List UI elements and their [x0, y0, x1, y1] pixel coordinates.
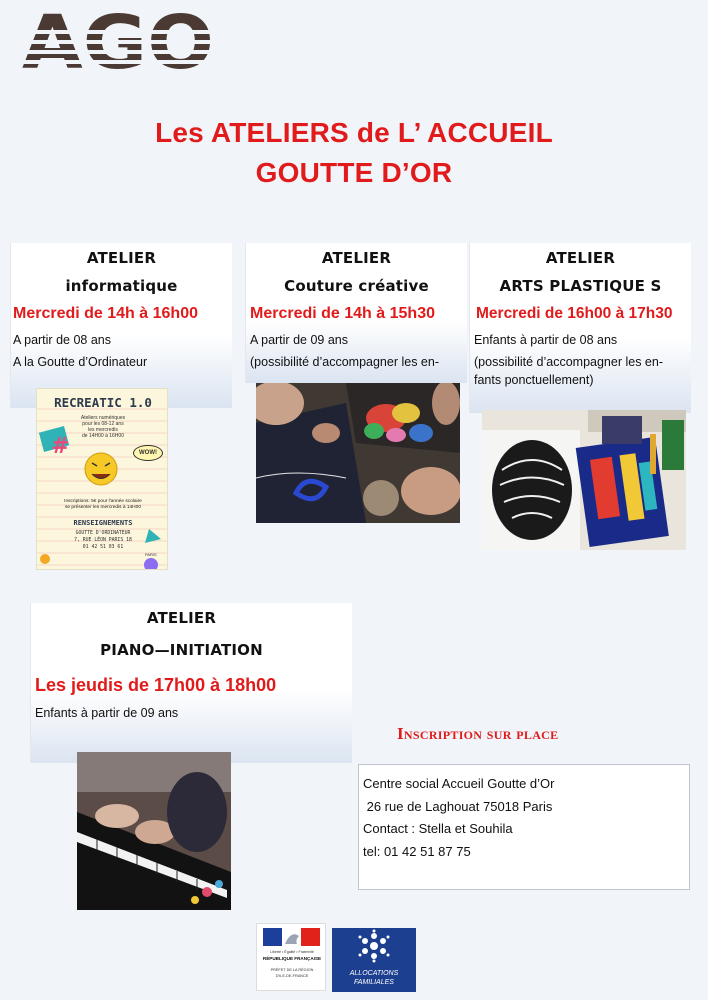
atelier-card-couture	[245, 243, 467, 383]
atelier-heading: ATELIER	[545, 249, 616, 267]
prefecture-logo	[256, 923, 326, 991]
contact-address: 26 rue de Laghouat 75018 Paris	[363, 798, 553, 814]
atelier-subheading: Couture créative	[284, 277, 429, 295]
atelier-heading: ATELIER	[86, 249, 157, 267]
atelier-card-arts-plastiques	[469, 243, 691, 413]
ago-logo	[22, 10, 214, 72]
caf-snowflake-icon	[332, 928, 416, 968]
poster-wow-bubble: WOW!	[133, 445, 163, 461]
contact-box	[358, 764, 690, 890]
poster-desc-2: pour les 08-12 ans	[82, 421, 124, 427]
atelier-schedule: Mercredi de 14h à 16h00	[13, 305, 198, 322]
poster-inscriptions-1: Inscriptions: 5€ pour l'année scolaire	[64, 499, 142, 504]
atelier-subheading: PIANO—INITIATION	[100, 641, 263, 659]
page-title-line2: GOUTTE D’OR	[255, 157, 453, 188]
atelier-note-cont: fants ponctuellement)	[474, 373, 594, 387]
contact-centre: Centre social Accueil Goutte d’Or	[363, 776, 555, 791]
atelier-subheading: ARTS PLASTIQUE S	[499, 277, 662, 295]
svg-text:#: #	[51, 434, 70, 459]
caf-logo	[332, 928, 416, 992]
poster-inscriptions-2: se présenter les mercredis à 14H00	[65, 505, 141, 510]
marianne-prefet: PRÉFET DE LA RÉGION	[270, 968, 314, 972]
atelier-subheading: informatique	[65, 277, 178, 295]
marianne-motto: Liberté • Égalité • Fraternité	[270, 950, 314, 954]
arts-plastiques-photo	[482, 410, 686, 550]
couture-photo	[256, 383, 460, 523]
poster-desc-1: Ateliers numériques	[80, 415, 126, 421]
atelier-place: A la Goutte d’Ordinateur	[13, 355, 148, 369]
atelier-age: A partir de 08 ans	[13, 333, 111, 347]
marianne-republique: RÉPUBLIQUE FRANÇAISE	[262, 956, 322, 961]
poster-title: RECREATIC 1.0	[54, 395, 152, 410]
atelier-note: (possibilité d’accompagner les en-	[474, 355, 663, 369]
page-title-line1: Les ATELIERS de L’ ACCUEIL	[155, 117, 553, 148]
caf-text-2: FAMILIALES	[354, 979, 394, 986]
poster-contact-2: 7, RUE LÉON PARIS 18	[74, 538, 132, 543]
atelier-age: A partir de 09 ans	[250, 333, 348, 347]
atelier-heading: ATELIER	[146, 609, 217, 627]
atelier-card-informatique	[10, 243, 232, 408]
atelier-heading: ATELIER	[321, 249, 392, 267]
atelier-card-piano	[30, 603, 352, 763]
inscription-heading: Inscription sur place	[397, 724, 559, 743]
atelier-age: Enfants à partir de 09 ans	[35, 706, 179, 720]
caf-text-1: ALLOCATIONS	[349, 970, 399, 977]
atelier-schedule: Mercredi de 14h à 15h30	[250, 305, 435, 322]
poster-renseignements: RENSEIGNEMENTS	[73, 519, 133, 527]
poster-contact-3: 01 42 51 03 61	[82, 545, 124, 550]
contact-phone: tel: 01 42 51 87 75	[363, 843, 471, 859]
atelier-schedule: Mercredi de 16h00 à 17h30	[476, 305, 673, 322]
poster-paris-logo: PARIS	[145, 552, 157, 557]
recreatic-poster	[36, 388, 168, 570]
atelier-note: (possibilité d’accompagner les en-	[250, 355, 439, 369]
atelier-age: Enfants à partir de 08 ans	[474, 333, 618, 347]
poster-contact-1: GOUTTE D'ORDINATEUR	[75, 531, 131, 536]
marianne-region: D'ILE-DE-FRANCE	[275, 974, 309, 978]
contact-people: Contact : Stella et Souhila	[363, 821, 513, 836]
atelier-schedule: Les jeudis de 17h00 à 18h00	[35, 675, 277, 695]
poster-desc-4: de 14H00 à 16H00	[82, 433, 124, 439]
piano-photo	[77, 752, 231, 910]
poster-desc-3: les mercredis	[88, 427, 118, 433]
